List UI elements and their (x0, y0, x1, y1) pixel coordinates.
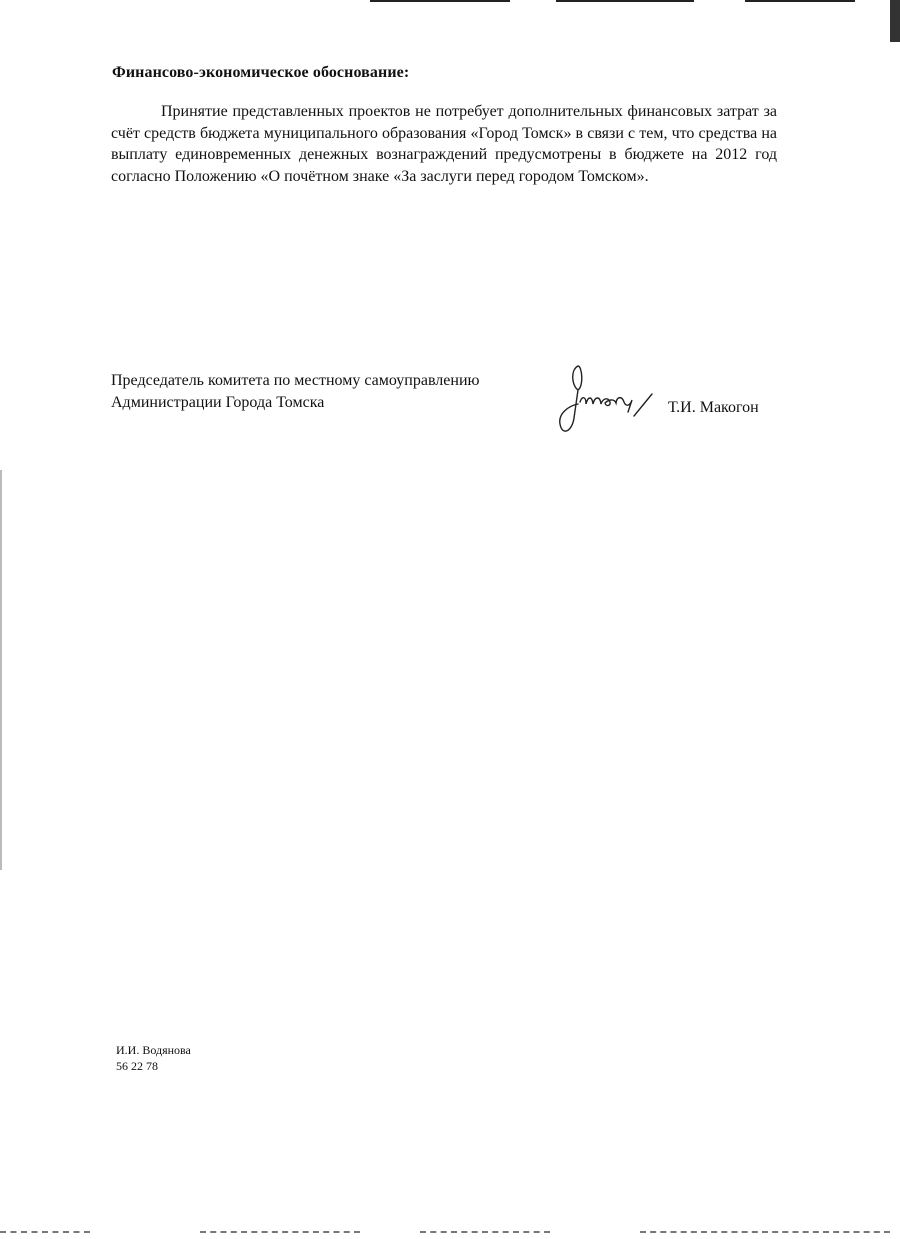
section-title: Финансово-экономическое обоснование: (112, 64, 410, 81)
executor-info (116, 1042, 191, 1074)
scan-artifact-right-edge (890, 0, 900, 42)
scan-artifact-bottom-line (200, 1231, 360, 1235)
body-paragraph: Принятие представленных проектов не потребует дополнительных финансовых затрат за счёт средств бюджета муниципального образования «Город Томск» в связи с тем, что средства на выплату единовременных денежных вознаграждений предусмотрены в бюджете на 2012 год согласно Положению «О почётном знаке «За заслуги перед городом Томском». (111, 103, 777, 185)
signatory-position-line: Председатель комитета по местному самоуправлению (111, 372, 480, 389)
executor-phone: 56 22 78 (116, 1059, 158, 1073)
signatory-position (111, 370, 479, 414)
scan-artifact-top-line (745, 0, 855, 2)
scan-artifact-bottom-line (640, 1231, 890, 1235)
scan-artifact-top-line (370, 0, 510, 2)
scan-artifact-bottom-line (420, 1231, 550, 1235)
handwritten-signature (556, 360, 656, 440)
scan-artifact-left-edge (0, 470, 2, 870)
scan-artifact-top-line (556, 0, 694, 2)
signatory-position-line: Администрации Города Томска (111, 394, 325, 411)
signatory-name: Т.И. Макогон (668, 399, 759, 416)
scan-artifact-bottom-line (0, 1231, 90, 1235)
executor-name: И.И. Водянова (116, 1043, 191, 1057)
